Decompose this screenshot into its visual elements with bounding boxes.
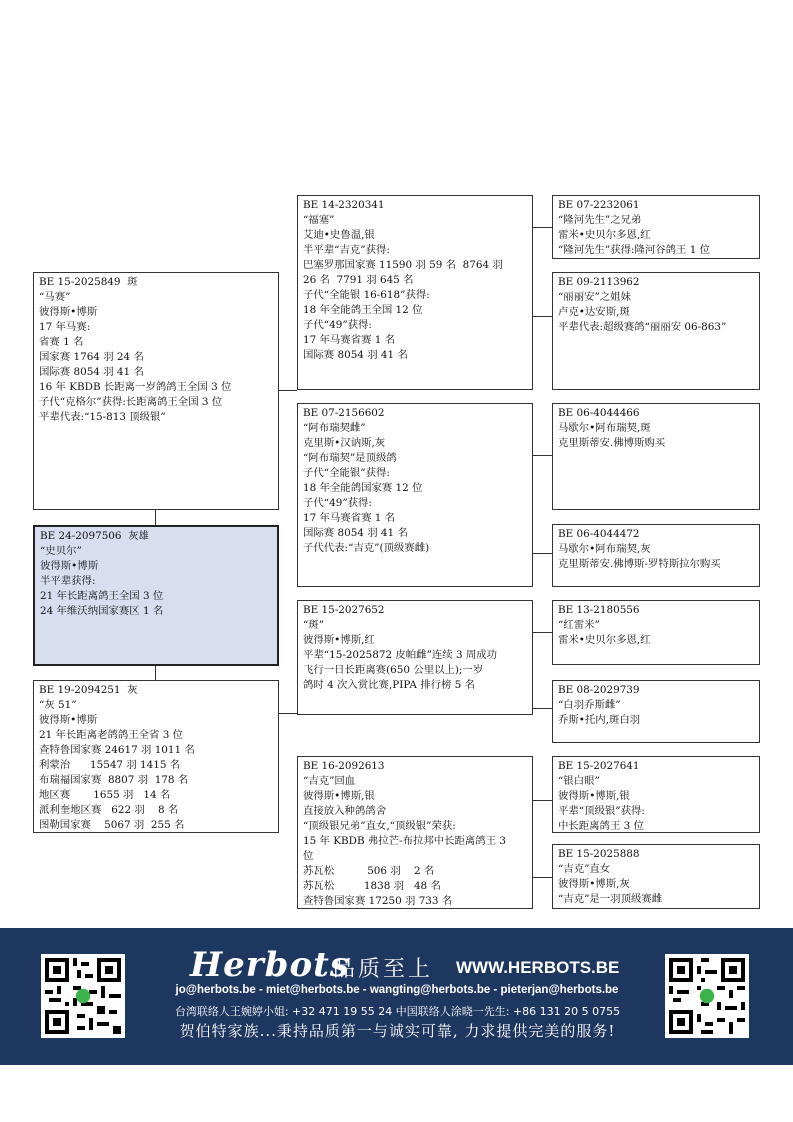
ring-number: BE 09-2113962: [558, 276, 640, 288]
info-line: 21 年长距离老鸽鸽王全省 3 位: [39, 729, 184, 741]
info-line: 布瑞福国家赛 8807 羽 178 名: [39, 774, 189, 786]
great-grandparent-card: [552, 272, 760, 390]
info-line: 飞行一日长距离赛(650 公里以上);一岁: [303, 664, 484, 676]
info-line: 平辈代表:超级赛鸽“丽丽安 06-863”: [558, 321, 727, 333]
qr-code-icon: [665, 954, 749, 1038]
info-line: 图勒国家赛 5067 羽 255 名: [39, 819, 185, 831]
info-line: 26 名 7791 羽 645 名: [303, 274, 414, 286]
info-line: 17 年马赛省赛 1 名: [303, 334, 396, 346]
info-line: 子代“全能银 16-618”获得:: [303, 289, 430, 301]
connector: [532, 708, 552, 709]
info-line: 苏瓦松 1838 羽 48 名: [303, 880, 441, 892]
ring-number: BE 15-2025888: [558, 848, 640, 860]
brand-logo: Herbots: [190, 945, 350, 985]
pigeon-name: “吉克”回血: [303, 775, 356, 787]
info-line: 省赛 1 名: [39, 336, 84, 348]
breeder: 克里斯•汉讷斯,灰: [303, 437, 386, 449]
breeder: 彼得斯•博斯: [39, 714, 98, 726]
info-line: “隆河先生”获得:隆河谷鸽王 1 位: [558, 244, 711, 256]
connector: [155, 665, 156, 681]
breeder: 乔斯•托内,斑白羽: [558, 714, 641, 726]
info-line: 16 年 KBDB 长距离一岁鸽鸽王全国 3 位: [39, 381, 232, 393]
info-line: 克里斯蒂安.佛博斯-罗特斯拉尔购买: [558, 558, 721, 570]
info-line: 子代“49”获得:: [303, 319, 372, 331]
dam-card: [33, 680, 279, 833]
pigeon-name: “吉克”直女: [558, 863, 611, 875]
breeder: 雷米•史贝尔多恩,红: [558, 229, 651, 241]
info-line: 国家赛 1764 羽 24 名: [39, 351, 144, 363]
info-line: 子代“49”获得:: [303, 497, 372, 509]
dam-sire-card: [297, 600, 533, 715]
breeder: 卢克•达安斯,斑: [558, 306, 630, 318]
sire-sire-card: [297, 195, 533, 390]
info-line: 利蒙治 15547 羽 1415 名: [39, 759, 181, 771]
ring-number: BE 06-4044472: [558, 528, 640, 540]
ring-number: BE 24-2097506 灰雄: [40, 530, 149, 542]
great-grandparent-card: [552, 403, 760, 510]
pigeon-name: “福塞”: [303, 214, 335, 226]
pigeon-name: “史贝尔”: [40, 545, 82, 557]
great-grandparent-card: [552, 524, 760, 587]
info-line: “顶级银兄弟”直女,“顶级银”荣获:: [303, 820, 456, 832]
connector: [532, 316, 552, 317]
breeder: 马歇尔•阿布瑞契,斑: [558, 422, 651, 434]
great-grandparent-card: [552, 195, 760, 259]
great-grandparent-card: [552, 600, 760, 665]
pigeon-name: “灰 51”: [39, 699, 77, 711]
pigeon-name: “马赛”: [39, 291, 71, 303]
info-line: 17 年马赛:: [39, 321, 91, 333]
breeder: 彼得斯•博斯: [40, 560, 99, 572]
qr-code-icon: [41, 954, 125, 1038]
slogan: 品质至上: [333, 957, 434, 982]
breeder: 彼得斯•博斯,红: [303, 634, 375, 646]
info-line: “丽丽安”之姐妹: [558, 291, 631, 303]
info-line: 查特鲁国家赛 17250 羽 733 名: [303, 895, 453, 907]
info-line: 平辈“顶级银”获得:: [558, 805, 645, 817]
subject-pigeon-card: [33, 525, 279, 666]
motto: 贺伯特家族...秉持品质第一与诚实可靠, 力求提供完美的服务!: [179, 1022, 616, 1040]
connector: [532, 227, 552, 228]
pigeon-name: “银白眼”: [558, 775, 600, 787]
connector: [532, 455, 552, 456]
info-line: 巴塞罗那国家赛 11590 羽 59 名 8764 羽: [303, 259, 503, 271]
connector: [532, 877, 552, 878]
info-line: 18 年全能鸽王全国 12 位: [303, 304, 423, 316]
info-line: 平辈代表:“15-813 顶级银”: [39, 411, 166, 423]
ring-number: BE 15-2027641: [558, 760, 640, 772]
info-line: 子代“全能银”获得:: [303, 467, 390, 479]
info-line: 克里斯蒂安.佛博斯购买: [558, 437, 666, 449]
sire-dam-card: [297, 403, 533, 587]
qr-code-left[interactable]: [41, 954, 125, 1038]
pigeon-name: “红雷米”: [558, 619, 600, 631]
dam-dam-card: [297, 756, 533, 909]
ring-number: BE 08-2029739: [558, 684, 640, 696]
ring-number: BE 13-2180556: [558, 604, 640, 616]
info-line: 半平辈“吉克”获得:: [303, 244, 390, 256]
connector: [155, 509, 156, 526]
info-line: 国际赛 8054 羽 41 名: [39, 366, 144, 378]
great-grandparent-card: [552, 680, 760, 743]
info-line: 位: [303, 850, 314, 862]
breeder: 彼得斯•博斯: [39, 306, 98, 318]
breeder: 艾迪•史鲁温,银: [303, 229, 375, 241]
connector: [532, 632, 552, 633]
info-line: 17 年马赛省赛 1 名: [303, 512, 396, 524]
contact-phones: 台湾联络人王婉婷小姐: +32 471 19 55 24 中国联络人涂晓一先生: +86 131 20 5 0755: [174, 1005, 621, 1018]
breeder: 彼得斯•博斯,银: [558, 790, 630, 802]
breeder: 马歇尔•阿布瑞契,灰: [558, 543, 651, 555]
breeder: 雷米•史贝尔多恩,红: [558, 634, 651, 646]
ring-number: BE 15-2025849 斑: [39, 276, 138, 288]
info-line: 18 年全能鸽国家赛 12 位: [303, 482, 423, 494]
ring-number: BE 16-2092613: [303, 760, 385, 772]
pigeon-name: “白羽乔斯雌”: [558, 699, 621, 711]
ring-number: BE 07-2156602: [303, 407, 385, 419]
sire-card: [33, 272, 279, 510]
ring-number: BE 14-2320341: [303, 199, 385, 211]
info-line: 半平辈获得:: [40, 575, 96, 587]
info-line: 平辈“15-2025872 皮帕雌”连续 3 周成功: [303, 649, 498, 661]
info-line: 鸽时 4 次入赏比赛,PIPA 排行榜 5 名: [303, 679, 475, 691]
info-line: “阿布瑞契”是顶级鸽: [303, 452, 397, 464]
info-line: 子代“克格尔”获得:长距离鸽王全国 3 位: [39, 396, 223, 408]
info-line: 21 年长距离鸽王全国 3 位: [40, 590, 164, 602]
website-link[interactable]: WWW.HERBOTS.BE: [456, 958, 620, 977]
info-line: “隆河先生”之兄弟: [558, 214, 642, 226]
pigeon-name: “斑”: [303, 619, 325, 631]
info-line: 地区赛 1655 羽 14 名: [39, 789, 171, 801]
info-line: 国际赛 8054 羽 41 名: [303, 527, 408, 539]
info-line: 子代代表:“吉克”(顶级赛雌): [303, 542, 430, 554]
info-line: 中长距离鸽王 3 位: [558, 820, 644, 832]
info-line: 查特鲁国家赛 24617 羽 1011 名: [39, 744, 195, 756]
info-line: 派利奎地区赛 622 羽 8 名: [39, 804, 179, 816]
connector: [278, 390, 297, 391]
pigeon-name: “阿布瑞契雌”: [303, 422, 366, 434]
connector: [278, 713, 297, 714]
contact-emails[interactable]: jo@herbots.be - miet@herbots.be - wangting@herbots.be - pieterjan@herbots.be: [175, 984, 619, 996]
great-grandparent-card: [552, 844, 760, 909]
breeder: 彼得斯•博斯,灰: [558, 878, 630, 890]
connector: [532, 553, 552, 554]
info-line: 24 年维沃纳国家赛区 1 名: [40, 605, 164, 617]
great-grandparent-card: [552, 756, 760, 833]
info-line: “吉克”是一羽顶级赛雌: [558, 893, 663, 905]
connector: [532, 800, 552, 801]
breeder: 彼得斯•博斯,银: [303, 790, 375, 802]
ring-number: BE 19-2094251 灰: [39, 684, 138, 696]
info-line: 15 年 KBDB 弗拉芒-布拉邦中长距离鸽王 3: [303, 835, 506, 847]
ring-number: BE 06-4044466: [558, 407, 640, 419]
info-line: 国际赛 8054 羽 41 名: [303, 349, 408, 361]
ring-number: BE 07-2232061: [558, 199, 640, 211]
ring-number: BE 15-2027652: [303, 604, 385, 616]
qr-code-right[interactable]: [665, 954, 749, 1038]
info-line: 苏瓦松 506 羽 2 名: [303, 865, 435, 877]
info-line: 直接放入种鸽鸽舍: [303, 805, 387, 817]
